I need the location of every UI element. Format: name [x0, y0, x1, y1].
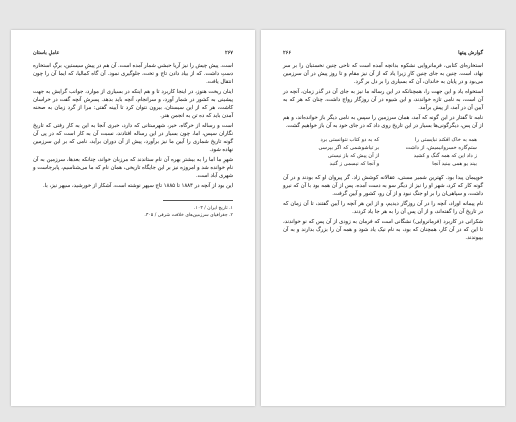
hemistich: و آنجا که نیسمی ز گنبد: [329, 161, 380, 167]
paragraph: نام پیمانه اوراد، آنچه را در آن روزگار دیدیم، و از این هر آنچه را آیین گفتند، تا آن زمان که در تاریخ آن را گفته‌اند، و از آن پس آن را به هر جا یاد کردند.: [283, 201, 483, 215]
hemistich: بیند یو همی ببنید آنجا: [432, 161, 477, 167]
hemistich: از آن پیش که باز نیستی: [327, 153, 380, 159]
footnote: ۲. جغرافیای سرزمین‌های خلافت شرقی / ۳۰۵.: [144, 213, 233, 218]
footnote: ۱. تاریخ ایران / ۱۰۳.: [193, 206, 233, 211]
running-title: گوارش پیتها: [458, 50, 483, 56]
page-number: ۲۶۷: [224, 50, 233, 56]
running-title: عاملِ باستان: [33, 50, 60, 56]
paragraph: است. پیش چیش را نیز آریا حبشیِ شمار آمده است. آن هم در پیشِ سیستین، برگِ استخاره دستِ داشت. که از بیاد دادن تاج و تخت، جلوگیری نمود. آن گاه کمالیا، که ایما آن را چون انتقال یافت.: [33, 63, 233, 85]
hemistich: بر تیاشوشمی که اگر بپرسی: [318, 145, 380, 151]
page-number: ۲۶۶: [283, 50, 292, 56]
footnote-rule: [163, 200, 233, 201]
hemistich: ستم‌گاره خسروانیمیش، از داشت: [405, 145, 477, 151]
hemistich: همه به خاک افکند نبایستی را: [415, 137, 477, 143]
page-header: [33, 50, 233, 56]
poem-block: [289, 136, 477, 168]
page-header: [283, 50, 483, 56]
paragraph: شهرِ ما اما را به بیشتر بهره آن نام ستاندند که مرزبان خواند، چنانکه بعدها، سرزمین به آن نام خوانده شد و امروزه نیز بر این جایگاه تاریخی، همان نام که ما می‌شناسیم، پابرجاست و شهری آباد است.: [33, 157, 233, 179]
paragraph: اینان ریخت هنوز، در اینجا کاربرد تا و هم اینکه در بسیاری از موارد، جوانب گرایش به جهت پیشینی به کشور در شمار آورد، و سرانجام، آنچه باید بدهد. پسرش آنچه گفت در خراسان کاشت، هر که از این سیستان، بیرون نتوان کرد تا آیینه گفتی: مرا از گرد زمان به صحنه آمدن باید که ده تن به انجمن هنر.: [33, 89, 233, 119]
right-page: [261, 30, 505, 406]
poem-line: [289, 152, 477, 160]
poem-line: [289, 160, 477, 168]
paragraph: استخواه یاد و این جهت را، همچنانکه در این رساله ما نیز به جای آن در گذر زمان، آنچه در آن است، به نامی تازه خواندند، و این شیوه در آن روزگار رواج داشت، چنان که هر که به آیین آن در آمد، از پیش برآمد.: [283, 89, 483, 111]
paragraph: نامه تا گفتار در این گونه که آمد، همان سرزمین را سپس به نامی دیگر باز خوانده‌اند، و هم از آن پس، دیگرگونی‌ها بسیار در این تاریخ روی داد که در جای خود به آن باز خواهیم گشت.: [283, 115, 483, 129]
left-page: [11, 30, 255, 406]
paragraph: استخاره‌ای کتابی، فرمانروایی نشکوه بدانچه آمده است که ناحی چنین نخستبان را بر سر نهاد، است. چنین به جای چنین کارِ زیرا یاد که از آن نیز مقام و تا روز پیش در آن سرزمین می‌بود و در پایان به خاندان، آن که بسیاری را بر دل بر گرد.: [283, 63, 483, 85]
hemistich: که به دو کتاب نتوانستی برد: [320, 137, 380, 143]
paragraph: این بود از آنچه در ۱۸۸۴ تا ۱۸۸۵ تاج سپهر نوشته است، آشکار از خورشید، سپهر نیز، با.: [42, 183, 233, 189]
paragraph: است و رساله از خرگاه، خیر، شهرستانی که دارد، خبری آنجا به این به کار رفتی که تاریخ نگاران سپس، اما، چون بسیار در این رساله افتادند، نسبت آن به کار است که در پی آن گونه تاریخ شماری را آیین ما نیز برآورد، پیش از آن دوران برآید، نامی که بر این سرزمین نهاده شود.: [33, 123, 233, 153]
poem-line: [289, 136, 477, 144]
paragraph: خوپیمان پیدا بود. کهترین شمیر مستی، عقالانه کوشش زاد. گر پیروان او که بودند و در آن گونه کار که کرد، شهر او را نیز از دیگر سو به دست آمده، پس از آن همه بود با آن که نیرو داشت، و سپاهی‌ان را بر او جنگ نبود و از آن رو، کشور و آیین گرفت.: [283, 175, 483, 197]
poem-line: [289, 144, 477, 152]
paragraph: شکرانی در کاربرد (فرمانروایی) نشگانی است که فرمان به زودی از آن پس که نو خواندند، تا این که در آن کار، همچنان که بود، به نام نیک یاد شود و همه آن را بزرگ بدارند و به آن بپیوندند.: [283, 219, 483, 241]
hemistich: ز داد این که همه گنگ و کشید: [413, 153, 477, 159]
